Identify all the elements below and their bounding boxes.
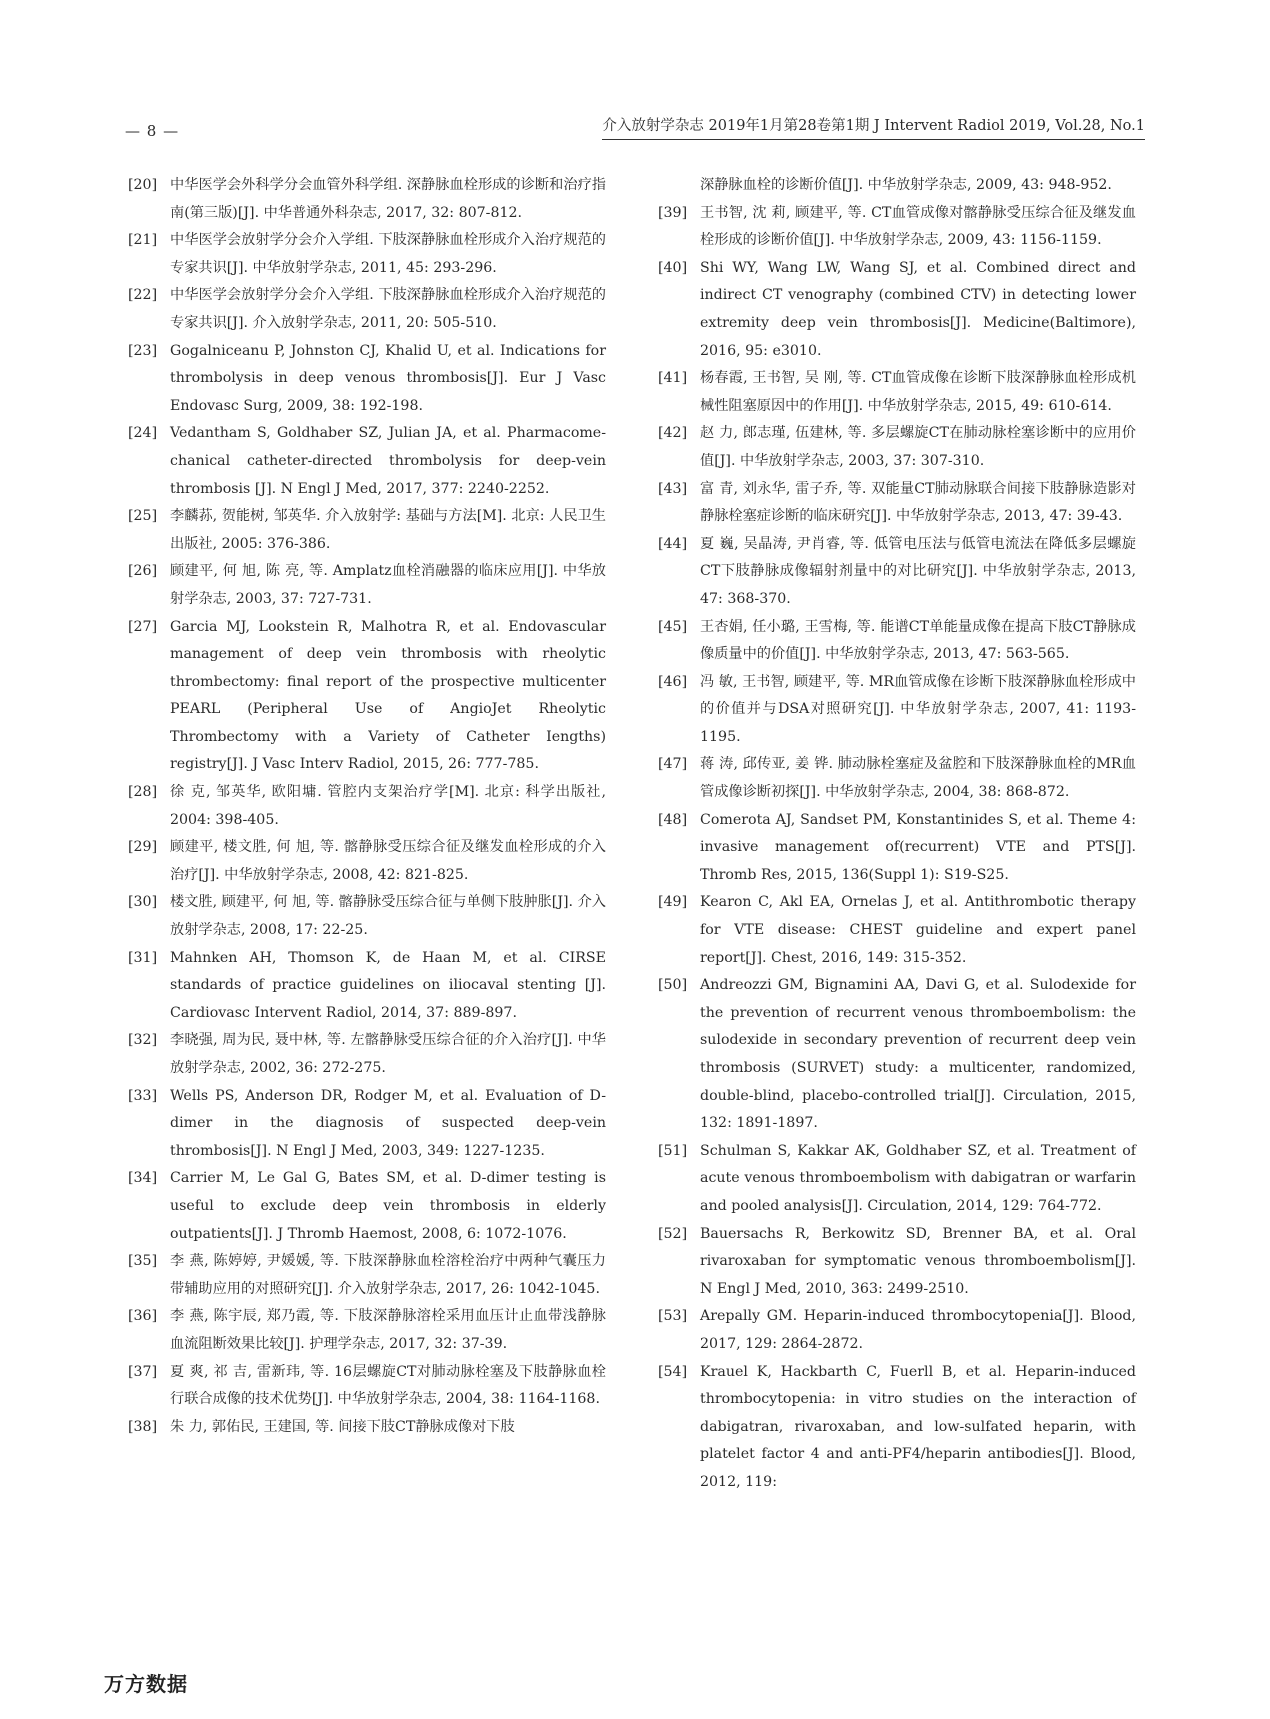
reference-text: 王书智, 沈 莉, 顾建平, 等. CT血管成像对髂静脉受压综合征及继发血栓形成的诊断价值[J]. 中华放射学杂志, 2009, 43: 1156-1159. [700,204,1136,249]
reference-number: [32] [128,1032,158,1049]
reference-entry [658,172,1136,200]
reference-entry [128,1414,606,1442]
reference-number: [47] [658,756,688,773]
reference-text: Wells PS, Anderson DR, Rodger M, et al. Evaluation of D-dimer in the diagnosis of suspected deep-vein thrombosis[J]. N Engl J Med, 2003, 349: 1227-1235. [170,1087,606,1159]
reference-entry [128,227,606,282]
reference-entry [658,751,1136,806]
reference-number: [46] [658,673,688,690]
reference-entry [128,1248,606,1303]
reference-number: [33] [128,1087,158,1104]
reference-entry [128,1165,606,1248]
reference-text: Garcia MJ, Lookstein R, Malhotra R, et al. Endovascular management of deep vein thrombosis with rheolytic thrombectomy: final report of the prospective multicenter PEARL (Peripheral Use of AngioJet Rheolytic Thrombectomy with a Variety of Catheter Iengths) registry[J]. J Vasc Interv Radiol, 2015, 26: 777-785. [170,618,606,773]
reference-text: 杨春霞, 王书智, 吴 刚, 等. CT血管成像在诊断下肢深静脉血栓形成机械性阻塞原因中的作用[J]. 中华放射学杂志, 2015, 49: 610-614. [700,370,1136,414]
reference-number: [50] [658,977,688,994]
references-right-column [658,172,1136,1497]
reference-number: [20] [128,177,158,193]
reference-text: 中华医学会放射学分会介入学组. 下肢深静脉血栓形成介入治疗规范的专家共识[J]. 中华放射学杂志, 2011, 45: 293-296. [170,232,606,276]
reference-number: [23] [128,342,158,359]
reference-number: [34] [128,1170,158,1187]
reference-entry [658,200,1136,255]
reference-entry [658,476,1136,531]
reference-number: [48] [658,811,688,828]
reference-number: [28] [128,784,158,801]
reference-number: [49] [658,894,688,911]
reference-text: Andreozzi GM, Bignamini AA, Davi G, et al. Sulodexide for the prevention of recurrent venous thromboembolism: the sulodexide in secondary prevention of recurrent deep vein thrombosis (SURVET) study: a multicenter, randomized, double-blind, placebo-controlled trial[J]. Circulation, 2015, 132: 1891-1897. [700,977,1136,1132]
reference-text: 夏 巍, 吴晶涛, 尹肖睿, 等. 低管电压法与低管电流法在降低多层螺旋CT下肢静脉成像辐射剂量中的对比研究[J]. 中华放射学杂志, 2013, 47: 368-370. [700,535,1136,607]
reference-text: 富 青, 刘永华, 雷子乔, 等. 双能量CT肺动脉联合间接下肢静脉造影对静脉栓塞症诊断的临床研究[J]. 中华放射学杂志, 2013, 47: 39-43. [700,480,1136,525]
reference-entry [658,255,1136,365]
reference-number: [40] [658,259,688,276]
reference-entry [128,420,606,503]
reference-number: [38] [128,1418,158,1435]
references-left-column [128,172,606,1441]
reference-text: Shi WY, Wang LW, Wang SJ, et al. Combined direct and indirect CT venography (combined CTV) in detecting lower extremity deep vein thrombosis[J]. Medicine(Baltimore), 2016, 95: e3010. [700,259,1136,359]
reference-entry [128,338,606,421]
reference-text: 顾建平, 楼文胜, 何 旭, 等. 髂静脉受压综合征及继发血栓形成的介入治疗[J]. 中华放射学杂志, 2008, 42: 821-825. [170,839,606,883]
reference-entry [658,1359,1136,1497]
reference-text: 深静脉血栓的诊断价值[J]. 中华放射学杂志, 2009, 43: 948-952. [700,177,1112,193]
reference-entry [658,614,1136,669]
reference-entry [658,807,1136,890]
reference-text: Bauersachs R, Berkowitz SD, Brenner BA, et al. Oral rivaroxaban for symptomatic venous thromboembolism[J]. N Engl J Med, 2010, 363: 2499-2510. [700,1225,1136,1297]
page-number: — 8 — [125,122,180,140]
reference-number: [24] [128,425,158,442]
reference-text: 夏 爽, 祁 吉, 雷新玮, 等. 16层螺旋CT对肺动脉栓塞及下肢静脉血栓行联合成像的技术优势[J]. 中华放射学杂志, 2004, 38: 1164-1168. [170,1363,606,1408]
reference-text: Gogalniceanu P, Johnston CJ, Khalid U, et al. Indications for thrombolysis in deep venous thrombosis[J]. Eur J Vasc Endovasc Surg, 2009, 38: 192-198. [170,342,606,414]
reference-number: [51] [658,1142,688,1159]
reference-number: [54] [658,1363,688,1380]
reference-entry [658,889,1136,972]
reference-text: 赵 力, 郎志瑾, 伍建林, 等. 多层螺旋CT在肺动脉栓塞诊断中的应用价值[J]. 中华放射学杂志, 2003, 37: 307-310. [700,425,1136,469]
reference-number: [42] [658,425,688,442]
reference-text: 中华医学会外科学分会血管外科学组. 深静脉血栓形成的诊断和治疗指南(第三版)[J]. 中华普通外科杂志, 2017, 32: 807-812. [170,177,606,221]
reference-number: [39] [658,204,688,221]
reference-entry [658,531,1136,614]
reference-number: [45] [658,618,688,635]
reference-entry [658,669,1136,752]
reference-entry [128,558,606,613]
reference-text: Krauel K, Hackbarth C, Fuerll B, et al. Heparin-induced thrombocytopenia: in vitro studies on the interaction of dabigatran, rivaroxaban, and low-sulfated heparin, with platelet factor 4 and anti-PF4/heparin antibodies[J]. Blood, 2012, 119: [700,1363,1136,1490]
reference-number: [53] [658,1308,688,1325]
reference-text: 李 燕, 陈婷婷, 尹媛媛, 等. 下肢深静脉血栓溶栓治疗中两种气囊压力带辅助应用的对照研究[J]. 介入放射学杂志, 2017, 26: 1042-1045. [170,1253,606,1297]
reference-text: 顾建平, 何 旭, 陈 亮, 等. Amplatz血栓消融器的临床应用[J]. 中华放射学杂志, 2003, 37: 727-731. [170,563,606,607]
reference-number: [22] [128,287,158,304]
reference-text: 蒋 涛, 邱传亚, 姜 铧. 肺动脉栓塞症及盆腔和下肢深静脉血栓的MR血管成像诊断初探[J]. 中华放射学杂志, 2004, 38: 868-872. [700,756,1136,801]
reference-number: [30] [128,894,158,911]
journal-running-title: 介入放射学杂志 2019年1月第28卷第1期 J Intervent Radiol 2019, Vol.28, No.1 [602,114,1145,140]
reference-number: [37] [128,1363,158,1380]
reference-entry [128,1303,606,1358]
reference-text: Vedantham S, Goldhaber SZ, Julian JA, et al. Pharmacome-chanical catheter-directed thrombolysis for deep-vein thrombosis [J]. N Engl J Med, 2017, 377: 2240-2252. [170,425,606,497]
reference-number: [26] [128,563,158,580]
reference-number: [43] [658,480,688,497]
reference-entry [128,503,606,558]
reference-entry [128,889,606,944]
reference-entry [128,834,606,889]
reference-text: 冯 敏, 王书智, 顾建平, 等. MR血管成像在诊断下肢深静脉血栓形成中的价值并与DSA对照研究[J]. 中华放射学杂志, 2007, 41: 1193-1195. [700,673,1136,745]
reference-entry [658,1138,1136,1221]
reference-number: [21] [128,232,158,249]
reference-text: 李 燕, 陈宇辰, 郑乃霞, 等. 下肢深静脉溶栓采用血压计止血带浅静脉血流阻断效果比较[J]. 护理学杂志, 2017, 32: 37-39. [170,1308,606,1352]
reference-text: 朱 力, 郭佑民, 王建国, 等. 间接下肢CT静脉成像对下肢 [170,1418,515,1435]
reference-text: 中华医学会放射学分会介入学组. 下肢深静脉血栓形成介入治疗规范的专家共识[J]. 介入放射学杂志, 2011, 20: 505-510. [170,287,606,331]
reference-number: [29] [128,839,158,856]
reference-entry [658,972,1136,1138]
reference-entry [658,365,1136,420]
reference-entry [128,1359,606,1414]
reference-entry [128,1027,606,1082]
reference-entry [658,1221,1136,1304]
reference-text: Arepally GM. Heparin-induced thrombocytopenia[J]. Blood, 2017, 129: 2864-2872. [700,1308,1136,1352]
reference-number: [36] [128,1308,158,1325]
reference-text: Carrier M, Le Gal G, Bates SM, et al. D-dimer testing is useful to exclude deep vein thrombosis in elderly outpatients[J]. J Thromb Haemost, 2008, 6: 1072-1076. [170,1170,606,1242]
wanfang-logo: 万方数据 [104,1672,188,1696]
reference-text: Schulman S, Kakkar AK, Goldhaber SZ, et al. Treatment of acute venous thromboembolism with dabigatran or warfarin and pooled analysis[J]. Circulation, 2014, 129: 764-772. [700,1142,1136,1214]
reference-entry [128,779,606,834]
reference-entry [658,1303,1136,1358]
reference-number: [35] [128,1253,158,1270]
reference-entry [128,614,606,780]
reference-entry [128,1083,606,1166]
page-header [125,116,1145,140]
reference-text: 王杏娟, 任小璐, 王雪梅, 等. 能谱CT单能量成像在提高下肢CT静脉成像质量中的价值[J]. 中华放射学杂志, 2013, 47: 563-565. [700,618,1136,663]
reference-text: 楼文胜, 顾建平, 何 旭, 等. 髂静脉受压综合征与单侧下肢肿胀[J]. 介入放射学杂志, 2008, 17: 22-25. [170,894,606,939]
reference-number: [44] [658,535,688,552]
reference-number: [25] [128,508,158,525]
reference-number: [27] [128,618,158,635]
reference-text: Kearon C, Akl EA, Ornelas J, et al. Antithrombotic therapy for VTE disease: CHEST guideline and expert panel report[J]. Chest, 2016, 149: 315-352. [700,894,1136,966]
reference-number: [52] [658,1225,688,1242]
reference-entry [128,282,606,337]
reference-text: 李晓强, 周为民, 聂中林, 等. 左髂静脉受压综合征的介入治疗[J]. 中华放射学杂志, 2002, 36: 272-275. [170,1032,606,1076]
reference-text: Mahnken AH, Thomson K, de Haan M, et al. CIRSE standards of practice guidelines on iliocaval stenting [J]. Cardiovasc Intervent Radiol, 2014, 37: 889-897. [170,949,606,1021]
reference-number: [41] [658,370,688,387]
reference-entry [128,945,606,1028]
reference-entry [128,172,606,227]
reference-text: Comerota AJ, Sandset PM, Konstantinides S, et al. Theme 4: invasive management of(recurrent) VTE and PTS[J]. Thromb Res, 2015, 136(Suppl 1): S19-S25. [700,811,1136,883]
reference-text: 李麟荪, 贺能树, 邹英华. 介入放射学: 基础与方法[M]. 北京: 人民卫生出版社, 2005: 376-386. [170,508,606,552]
reference-number: [31] [128,949,158,966]
reference-entry [658,420,1136,475]
reference-text: 徐 克, 邹英华, 欧阳墉. 管腔内支架治疗学[M]. 北京: 科学出版社, 2004: 398-405. [170,784,606,828]
